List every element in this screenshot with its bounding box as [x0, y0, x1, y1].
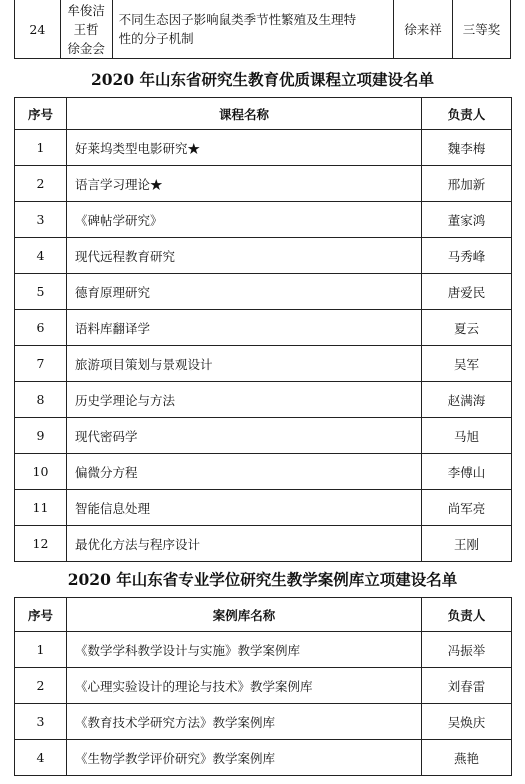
row-number: 12 — [15, 526, 67, 562]
row-number: 24 — [15, 0, 61, 59]
row-person: 吴军 — [422, 346, 512, 382]
row-number: 7 — [15, 346, 67, 382]
row-name: 现代密码学 — [67, 418, 422, 454]
row-number: 10 — [15, 454, 67, 490]
row-number: 2 — [15, 166, 67, 202]
row-number: 11 — [15, 490, 67, 526]
table-row — [15, 238, 512, 274]
row-number: 1 — [15, 130, 67, 166]
topic-line: 不同生态因子影响鼠类季节性繁殖及生理特 — [118, 12, 357, 27]
table-header-row — [15, 98, 512, 130]
row-name: 旅游项目策划与景观设计 — [67, 346, 422, 382]
row-name: 《碑帖学研究》 — [67, 202, 422, 238]
row-person: 李傅山 — [422, 454, 512, 490]
table-row — [15, 274, 512, 310]
row-number: 9 — [15, 418, 67, 454]
row-person: 燕艳 — [422, 740, 512, 776]
row-name: 偏微分方程 — [67, 454, 422, 490]
row-number: 6 — [15, 310, 67, 346]
header-person: 负责人 — [422, 598, 512, 632]
table-row — [15, 130, 512, 166]
supervisor-cell: 徐来祥 — [394, 0, 453, 59]
row-person: 刘春雷 — [422, 668, 512, 704]
row-number: 1 — [15, 632, 67, 668]
topic-line: 性的分子机制 — [118, 31, 194, 46]
row-number: 4 — [15, 740, 67, 776]
row-name: 《心理实验设计的理论与技术》教学案例库 — [67, 668, 422, 704]
courses-table — [14, 97, 512, 562]
table-row — [15, 382, 512, 418]
table-row — [15, 0, 511, 59]
row-name: 《教育技术学研究方法》教学案例库 — [67, 704, 422, 740]
member-name: 牟俊洁 — [67, 2, 105, 18]
topic-cell — [112, 0, 394, 59]
row-name: 历史学理论与方法 — [67, 382, 422, 418]
award-cell: 三等奖 — [453, 0, 511, 59]
row-person: 马旭 — [422, 418, 512, 454]
member-name: 徐金会 — [67, 40, 105, 56]
table-header-row — [15, 598, 512, 632]
table-row — [15, 632, 512, 668]
row-name: 德育原理研究 — [67, 274, 422, 310]
row-number: 5 — [15, 274, 67, 310]
row-person: 董家鸿 — [422, 202, 512, 238]
table-row — [15, 418, 512, 454]
row-number: 3 — [15, 202, 67, 238]
table-row — [15, 490, 512, 526]
row-number: 3 — [15, 704, 67, 740]
table-row — [15, 704, 512, 740]
row-name: 好莱坞类型电影研究★ — [67, 130, 422, 166]
header-person: 负责人 — [422, 98, 512, 130]
table-row — [15, 668, 512, 704]
row-name: 语言学习理论★ — [67, 166, 422, 202]
row-number: 2 — [15, 668, 67, 704]
row-person: 冯振举 — [422, 632, 512, 668]
row-person: 吴焕庆 — [422, 704, 512, 740]
header-name: 课程名称 — [67, 98, 422, 130]
row-person: 赵满海 — [422, 382, 512, 418]
table-row — [15, 166, 512, 202]
row-name: 《生物学教学评价研究》教学案例库 — [67, 740, 422, 776]
table-row — [15, 346, 512, 382]
row-person: 魏李梅 — [422, 130, 512, 166]
header-no: 序号 — [15, 598, 67, 632]
row-number: 4 — [15, 238, 67, 274]
header-name: 案例库名称 — [67, 598, 422, 632]
row-name: 《数学学科教学设计与实施》教学案例库 — [67, 632, 422, 668]
previous-table-continuation — [14, 0, 511, 59]
row-number: 8 — [15, 382, 67, 418]
table-row — [15, 526, 512, 562]
row-person: 尚军亮 — [422, 490, 512, 526]
row-person: 唐爱民 — [422, 274, 512, 310]
table-row — [15, 454, 512, 490]
table-row — [15, 310, 512, 346]
row-person: 夏云 — [422, 310, 512, 346]
case-library-table — [14, 597, 512, 776]
row-person: 王刚 — [422, 526, 512, 562]
row-name: 最优化方法与程序设计 — [67, 526, 422, 562]
row-person: 马秀峰 — [422, 238, 512, 274]
row-name: 现代远程教育研究 — [67, 238, 422, 274]
section-title-courses: 2020 年山东省研究生教育优质课程立项建设名单 — [90, 70, 435, 89]
table-row — [15, 740, 512, 776]
section-title-case-libraries: 2020 年山东省专业学位研究生教学案例库立项建设名单 — [67, 570, 458, 589]
row-name: 语料库翻译学 — [67, 310, 422, 346]
member-name: 王哲 — [73, 21, 99, 37]
member-names — [60, 0, 112, 59]
row-name: 智能信息处理 — [67, 490, 422, 526]
row-person: 邢加新 — [422, 166, 512, 202]
header-no: 序号 — [15, 98, 67, 130]
table-row — [15, 202, 512, 238]
